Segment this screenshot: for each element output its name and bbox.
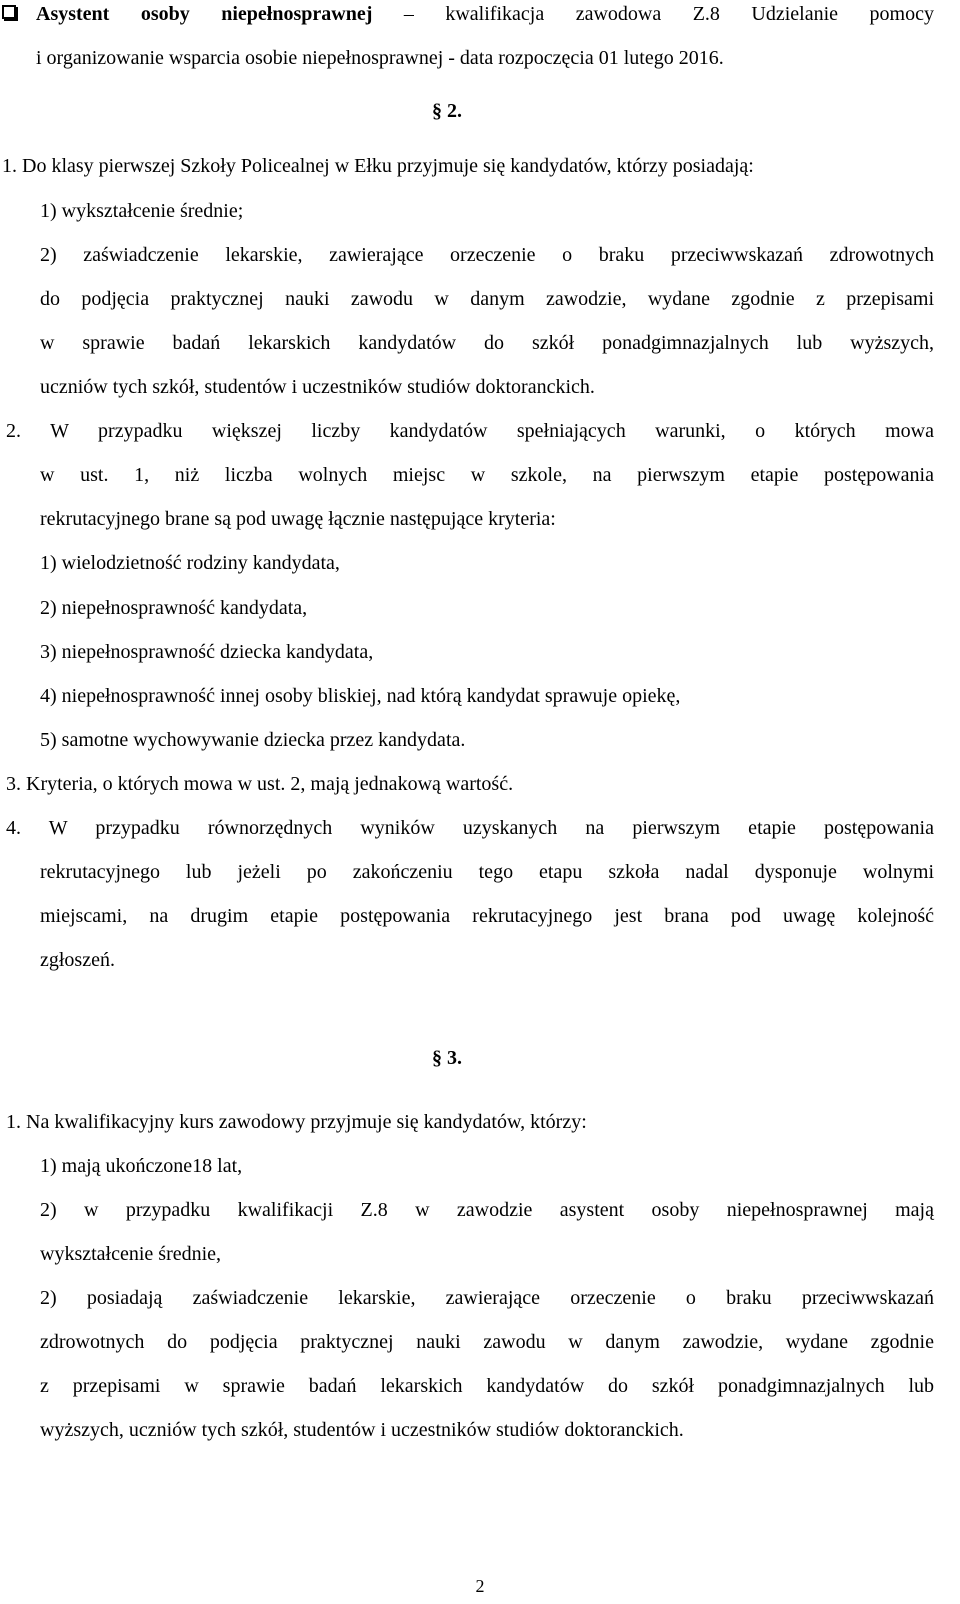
s2-p4-line3: miejscami, na drugim etapie postępowania rekrutacyjnego jest brana pod uwagę kolejność	[40, 905, 934, 927]
s3-item3-line1: 2) posiadają zaświadczenie lekarskie, zawierające orzeczenie o braku przeciwwskazań	[40, 1287, 934, 1309]
s2-p2-line1: 2. W przypadku większej liczby kandydatów spełniających warunki, o których mowa	[6, 420, 934, 442]
s3-item1: 1) mają ukończone18 lat,	[40, 1155, 243, 1177]
s2-p1-item2-line3: w sprawie badań lekarskich kandydatów do szkół ponadgimnazjalnych lub wyższych,	[40, 332, 934, 354]
s2-p1-item2-line1: 2) zaświadczenie lekarskie, zawierające orzeczenie o braku przeciwwskazań zdrowotnych	[40, 244, 934, 266]
s3-item3-line3: z przepisami w sprawie badań lekarskich kandydatów do szkół ponadgimnazjalnych lub	[40, 1375, 934, 1397]
s3-item2-line1: 2) w przypadku kwalifikacji Z.8 w zawodzie asystent osoby niepełnosprawnej mają	[40, 1199, 934, 1221]
section-3-mark: § 3.	[432, 1047, 462, 1069]
header-title-rest: – kwalifikacja zawodowa Z.8 Udzielanie pomocy	[403, 3, 934, 25]
s2-p2-item: 4) niepełnosprawność innej osoby bliskiej, nad którą kandydat sprawuje opiekę,	[40, 685, 681, 707]
s3-item3-line4: wyższych, uczniów tych szkół, studentów i uczestników studiów doktoranckich.	[40, 1419, 684, 1441]
s2-p2-item: 3) niepełnosprawność dziecka kandydata,	[40, 641, 374, 663]
checkbox-bullet-icon	[0, 2, 22, 24]
s3-p1: 1. Na kwalifikacyjny kurs zawodowy przyjmuje się kandydatów, którzy:	[6, 1111, 587, 1133]
s2-p2-line3: rekrutacyjnego brane są pod uwagę łącznie następujące kryteria:	[40, 508, 556, 530]
header-line-2: i organizowanie wsparcia osobie niepełnosprawnej - data rozpoczęcia 01 lutego 2016.	[36, 47, 724, 69]
s2-p4-line4: zgłoszeń.	[40, 949, 115, 971]
s2-p1-item1: 1) wykształcenie średnie;	[40, 200, 244, 222]
s2-p2-line2: w ust. 1, niż liczba wolnych miejsc w szkole, na pierwszym etapie postępowania	[40, 464, 934, 486]
s2-p1-line1: 1. Do klasy pierwszej Szkoły Policealnej w Ełku przyjmuje się kandydatów, którzy posiadają:	[2, 155, 754, 177]
s2-p2-item: 2) niepełnosprawność kandydata,	[40, 597, 308, 619]
s2-p3: 3. Kryteria, o których mowa w ust. 2, mają jednakową wartość.	[6, 773, 514, 795]
s2-p1-item2-line4: uczniów tych szkół, studentów i uczestników studiów doktoranckich.	[40, 376, 595, 398]
s2-p4-line2: rekrutacyjnego lub jeżeli po zakończeniu tego etapu szkoła nadal dysponuje wolnymi	[40, 861, 934, 883]
section-2-mark: § 2.	[432, 100, 462, 122]
s2-p1-item2-line2: do podjęcia praktycznej nauki zawodu w danym zawodzie, wydane zgodnie z przepisami	[40, 288, 934, 310]
page-number: 2	[475, 1576, 485, 1596]
header-line-1	[36, 2, 934, 26]
s2-p2-item: 1) wielodzietność rodziny kandydata,	[40, 552, 340, 574]
s3-item2-line2: wykształcenie średnie,	[40, 1243, 222, 1265]
s3-item3-line2: zdrowotnych do podjęcia praktycznej nauki zawodu w danym zawodzie, wydane zgodnie	[40, 1331, 934, 1353]
header-title-bold: Asystent osoby niepełnosprawnej	[36, 3, 373, 25]
s2-p2-item: 5) samotne wychowywanie dziecka przez kandydata.	[40, 729, 466, 751]
s2-p4-line1: 4. W przypadku równorzędnych wyników uzyskanych na pierwszym etapie postępowania	[6, 817, 934, 839]
